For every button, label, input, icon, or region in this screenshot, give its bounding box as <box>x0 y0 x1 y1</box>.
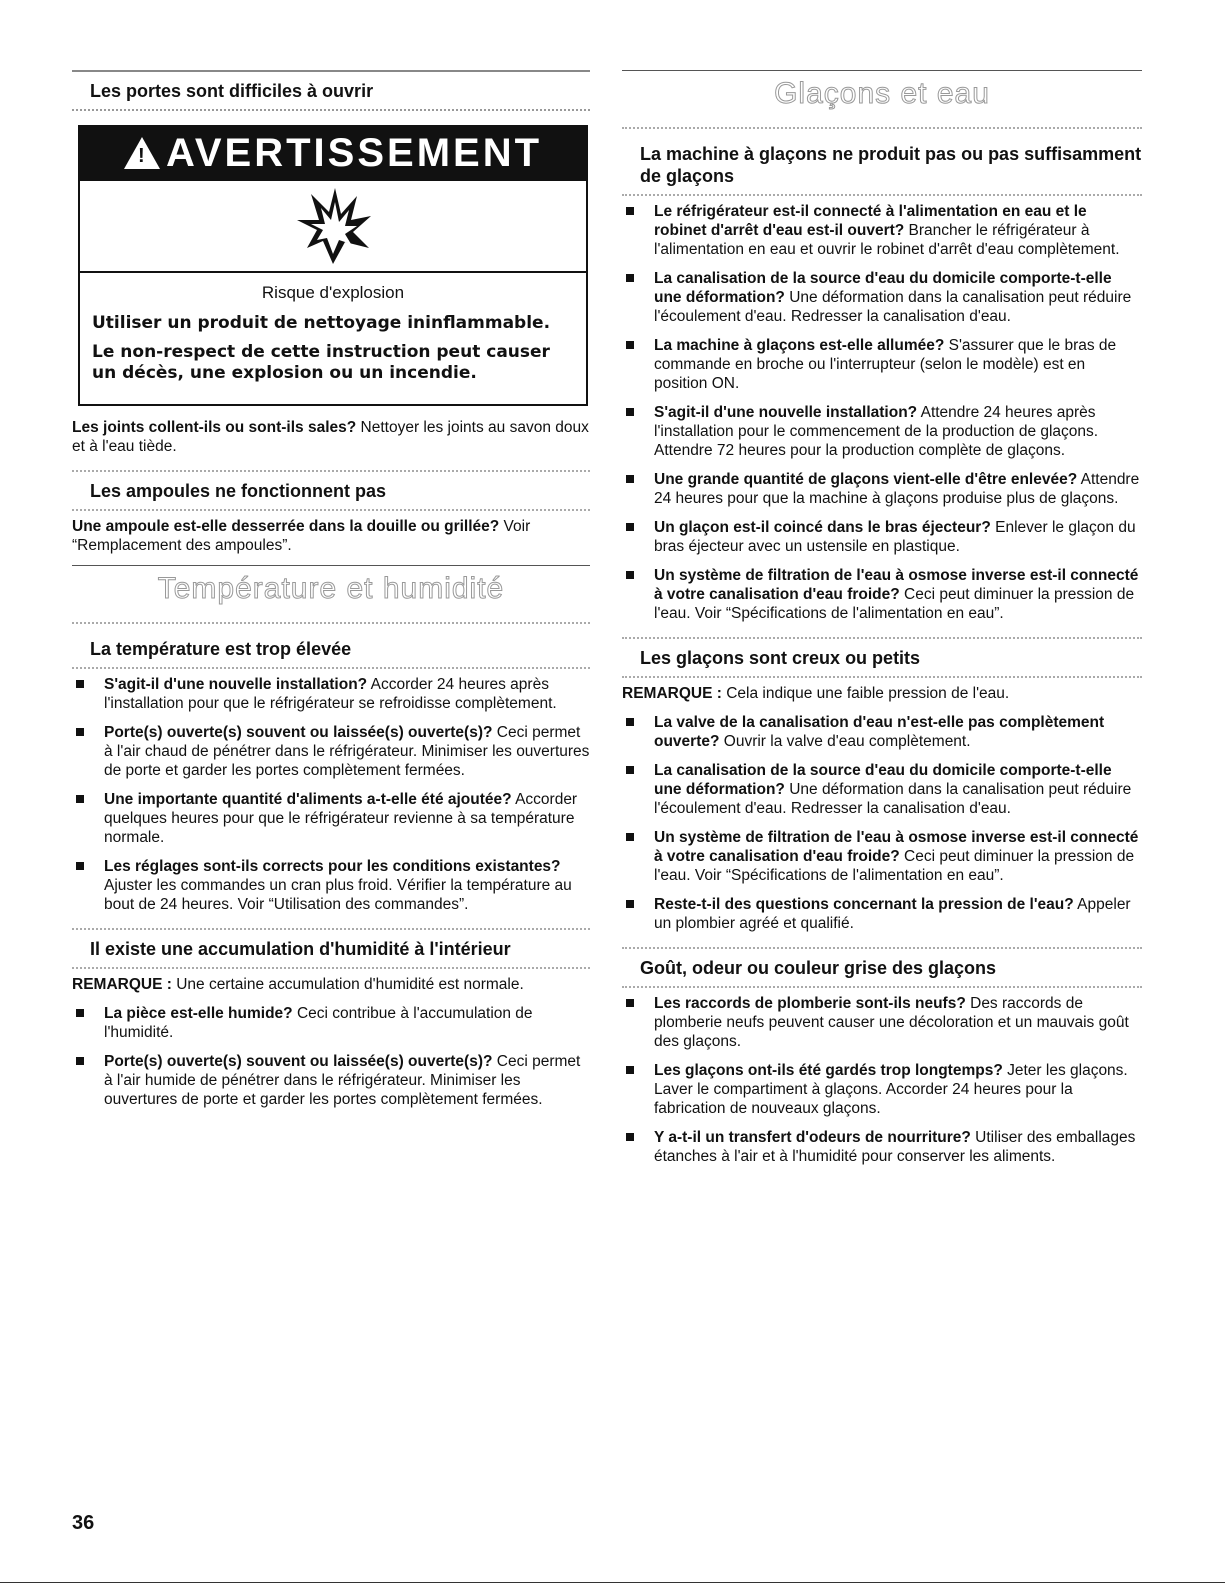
list-item: Porte(s) ouverte(s) souvent ou laissée(s) ouverte(s)? Ceci permet à l'air chaud de pénétrer dans le réfrigérateur. Minimiser les ouvertures de porte et garder les portes complètement fermées. <box>72 723 590 780</box>
list-item: La canalisation de la source d'eau du domicile comporte-t-elle une déformation? Une déformation dans la canalisation peut réduire l'écoulement d'eau. Redresser la canalisation d'eau. <box>622 761 1142 818</box>
list-item: Une importante quantité d'aliments a-t-elle été ajoutée? Accorder quelques heures pour que le réfrigérateur revienne à sa température normale. <box>72 790 590 847</box>
list-item: Reste-t-il des questions concernant la pression de l'eau? Appeler un plombier agréé et qualifié. <box>622 895 1142 933</box>
right-column <box>622 70 1142 1176</box>
joints-paragraph <box>72 418 590 456</box>
list-item: La pièce est-elle humide? Ceci contribue à l'accumulation de l'humidité. <box>72 1004 590 1042</box>
temp-list <box>72 675 590 914</box>
explosion-icon <box>80 181 586 273</box>
list-item: Les glaçons ont-ils été gardés trop longtemps? Jeter les glaçons. Laver le compartiment à glaçons. Accorder 24 heures pour la fabrication de nouveaux glaçons. <box>622 1061 1142 1118</box>
ice2-title: Les glaçons sont creux ou petits <box>640 648 921 668</box>
list-item: S'agit-il d'une nouvelle installation? Attendre 24 heures après l'installation pour le commencement de la production de glaçons. Attendre 72 heures pour la production complète de glaçons. <box>622 403 1142 460</box>
ice3-section-header <box>622 947 1142 988</box>
bulbs-question: Une ampoule est-elle desserrée dans la douille ou grillée? <box>72 518 500 535</box>
list-item: Les réglages sont-ils corrects pour les conditions existantes? Ajuster les commandes un cran plus froid. Vérifier la température au bout de 24 heures. Voir “Utilisation des commandes”. <box>72 857 590 914</box>
ice-heading: Glaçons et eau <box>774 77 990 110</box>
ice1-title: La machine à glaçons ne produit pas ou pas suffisamment de glaçons <box>640 144 1142 186</box>
bottom-rule <box>0 1582 1225 1583</box>
ice2-section-header <box>622 637 1142 678</box>
list-item: La valve de la canalisation d'eau n'est-elle pas complètement ouverte? Ouvrir la valve d'eau complètement. <box>622 713 1142 751</box>
list-item: Les raccords de plomberie sont-ils neufs? Des raccords de plomberie neufs peuvent causer une décoloration et un mauvais goût des glaçons. <box>622 994 1142 1051</box>
doors-section-header <box>72 70 590 111</box>
warning-risk: Risque d'explosion <box>261 283 405 302</box>
joints-question: Les joints collent-ils ou sont-ils sales? <box>72 419 357 436</box>
list-item: Un système de filtration de l'eau à osmose inverse est-il connecté à votre canalisation d'eau froide? Ceci peut diminuer la pression de l'eau. Voir “Spécifications de l'alimentation en eau”. <box>622 828 1142 885</box>
list-item: Le réfrigérateur est-il connecté à l'alimentation en eau et le robinet d'arrêt d'eau est-il ouvert? Brancher le réfrigérateur à l'alimentation en eau et ouvrir le robinet d'arrêt d'eau complètement. <box>622 202 1142 259</box>
warning-triangle-icon: ! <box>124 137 160 169</box>
ice1-section-header <box>622 139 1142 196</box>
warning-box <box>78 125 588 406</box>
list-item: Un glaçon est-il coincé dans le bras éjecteur? Enlever le glaçon du bras éjecteur avec un ustensile en plastique. <box>622 518 1142 556</box>
humid-note: REMARQUE : Une certaine accumulation d'humidité est normale. <box>72 976 524 993</box>
warning-line-2: Le non-respect de cette instruction peut causer un décès, une explosion ou un incendie. <box>92 342 550 383</box>
list-item: La machine à glaçons est-elle allumée? S'assurer que le bras de commande en broche ou l'interrupteur (selon le modèle) est en position ON. <box>622 336 1142 393</box>
bulbs-answer: Voir “Remplacement des ampoules”. <box>72 518 531 554</box>
left-column <box>72 70 590 1119</box>
humid-section-header <box>72 928 590 969</box>
ice2-note: REMARQUE : Cela indique une faible pression de l'eau. <box>622 685 1010 702</box>
doors-title: Les portes sont difficiles à ouvrir <box>90 81 374 101</box>
list-item: La canalisation de la source d'eau du domicile comporte-t-elle une déformation? Une déformation dans la canalisation peut réduire l'écoulement d'eau. Redresser la canalisation d'eau. <box>622 269 1142 326</box>
ice3-list <box>622 994 1142 1166</box>
temp-title: La température est trop élevée <box>90 639 352 659</box>
bulbs-section-header <box>72 470 590 511</box>
page-number: 36 <box>72 1512 95 1534</box>
list-item: Un système de filtration de l'eau à osmose inverse est-il connecté à votre canalisation d'eau froide? Ceci peut diminuer la pression de l'eau. Voir “Spécifications de l'alimentation en eau”. <box>622 566 1142 623</box>
temp-heading: Température et humidité <box>157 572 505 605</box>
humid-title: Il existe une accumulation d'humidité à l'intérieur <box>90 939 511 959</box>
warning-banner <box>80 127 586 181</box>
warning-line-1: Utiliser un produit de nettoyage ininflammable. <box>92 313 551 333</box>
ice2-list <box>622 713 1142 933</box>
list-item: Porte(s) ouverte(s) souvent ou laissée(s) ouverte(s)? Ceci permet à l'air humide de pénétrer dans le réfrigérateur. Minimiser les ouvertures de porte et garder les portes complètement fermées. <box>72 1052 590 1109</box>
list-item: Y a-t-il un transfert d'odeurs de nourriture? Utiliser des emballages étanches à l'air et à l'humidité pour conserver les aliments. <box>622 1128 1142 1166</box>
joints-answer: Nettoyer les joints au savon doux et à l'eau tiède. <box>72 419 589 455</box>
list-item: Une grande quantité de glaçons vient-elle d'être enlevée? Attendre 24 heures pour que la machine à glaçons produise plus de glaçons. <box>622 470 1142 508</box>
humid-list <box>72 1004 590 1109</box>
list-item: S'agit-il d'une nouvelle installation? Accorder 24 heures après l'installation pour que le réfrigérateur se refroidisse complètement. <box>72 675 590 713</box>
ice1-list <box>622 202 1142 623</box>
temp-section-header <box>72 634 590 669</box>
ice3-title: Goût, odeur ou couleur grise des glaçons <box>640 958 997 978</box>
bulbs-paragraph <box>72 517 590 555</box>
warning-word: AVERTISSEMENT <box>165 130 543 175</box>
bulbs-title: Les ampoules ne fonctionnent pas <box>90 481 387 501</box>
